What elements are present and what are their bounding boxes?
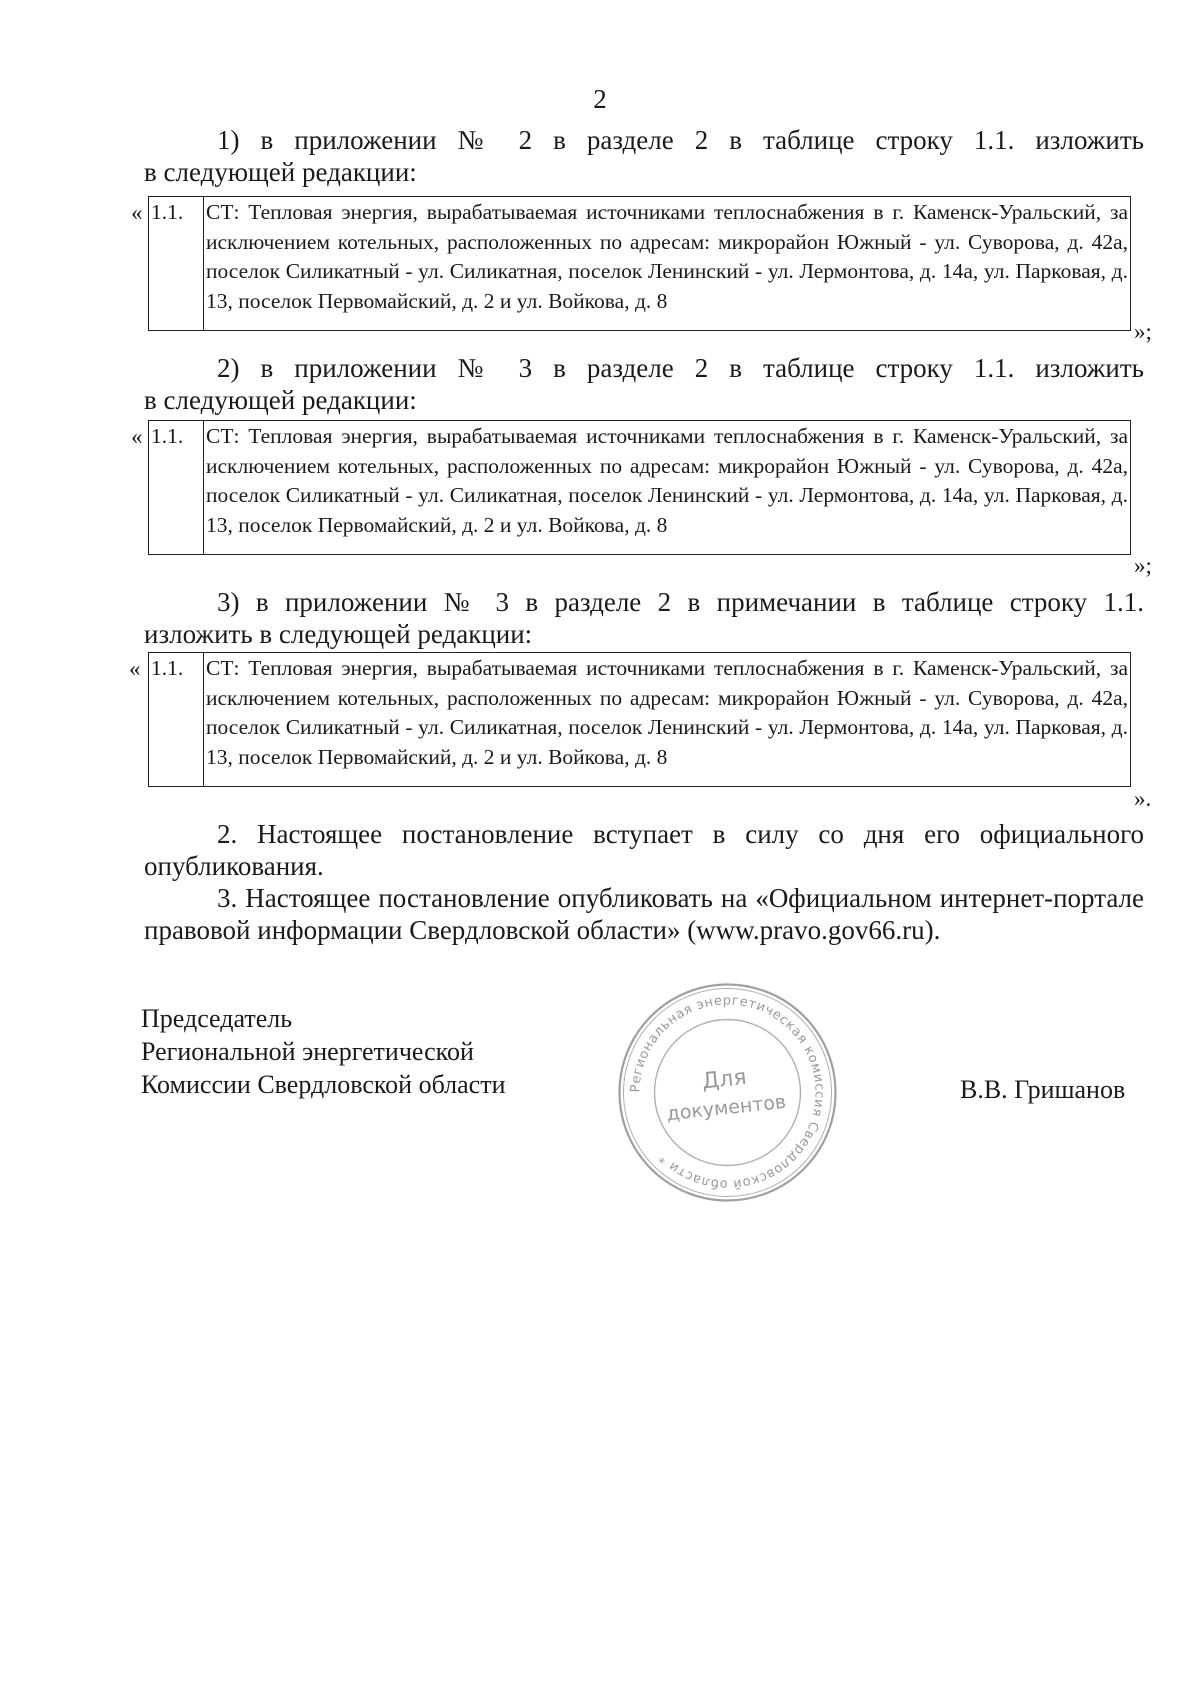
stamp-center-line-2: документов xyxy=(665,1090,788,1126)
stamp-center-line-1: Для xyxy=(700,1064,748,1095)
amendment-1-lead: 1) в приложении № 2 в разделе 2 в таблице строку 1.1. изложить xyxy=(217,125,1144,155)
stamp-ring-text: Региональная энергетическая комиссия Свердловской области * xyxy=(628,993,827,1192)
amendment-2-table xyxy=(148,420,1131,555)
amendment-1-table xyxy=(148,196,1131,331)
amendment-3-close-quote: ». xyxy=(1134,786,1152,811)
table-row xyxy=(149,421,1131,555)
amendment-3-lead: 3) в приложении № 3 в разделе 2 в примечании в таблице строку 1.1. xyxy=(217,587,1144,617)
page-number: 2 xyxy=(593,84,607,114)
amendment-3-tail: изложить в следующей редакции: xyxy=(144,619,533,649)
amendment-2-intro xyxy=(144,352,1144,416)
signatory-name: В.В. Гришанов xyxy=(960,1075,1126,1104)
row-number: 1.1. xyxy=(149,421,204,555)
row-text: СТ: Тепловая энергия, вырабатываемая источниками теплоснабжения в г. Каменск-Уральский, за исключением котельных, расположенных по адресам: микрорайон Южный - ул. Суворова, д. 42а, поселок Силикатный - ул. Силикатная, поселок Ленинский - ул. Лермонтова, д. 14а, ул. Парковая, д. 13, поселок Первомайский, д. 2 и ул. Войкова, д. 8 xyxy=(204,421,1131,555)
table-row xyxy=(149,653,1131,787)
row-text: СТ: Тепловая энергия, вырабатываемая источниками теплоснабжения в г. Каменск-Уральский, за исключением котельных, расположенных по адресам: микрорайон Южный - ул. Суворова, д. 42а, поселок Силикатный - ул. Силикатная, поселок Ленинский - ул. Лермонтова, д. 14а, ул. Парковая, д. 13, поселок Первомайский, д. 2 и ул. Войкова, д. 8 xyxy=(204,653,1131,787)
signatory-position-line-1: Председатель xyxy=(141,1004,293,1033)
amendment-1-open-quote: « xyxy=(131,200,143,225)
signatory-position-line-2: Региональной энергетической xyxy=(141,1037,474,1066)
stamp-outer-ring xyxy=(620,985,836,1201)
amendment-2-open-quote: « xyxy=(131,424,143,449)
clause-2: 2. Настоящее постановление вступает в силу со дня его официального опубликования. xyxy=(144,819,1144,881)
official-stamp xyxy=(615,980,840,1205)
clause-3: 3. Настоящее постановление опубликовать на «Официальном интернет-портале правовой информации Свердловской области» (www.pravo.gov66.ru). xyxy=(144,883,1144,945)
row-text: СТ: Тепловая энергия, вырабатываемая источниками теплоснабжения в г. Каменск-Уральский, за исключением котельных, расположенных по адресам: микрорайон Южный - ул. Суворова, д. 42а, поселок Силикатный - ул. Силикатная, поселок Ленинский - ул. Лермонтова, д. 14а, ул. Парковая, д. 13, поселок Первомайский, д. 2 и ул. Войкова, д. 8 xyxy=(204,197,1131,331)
row-number: 1.1. xyxy=(149,197,204,331)
amendment-1-tail: в следующей редакции: xyxy=(144,157,417,187)
signatory-position-line-3: Комиссии Свердловской области xyxy=(141,1070,506,1099)
amendment-3-intro xyxy=(144,586,1144,650)
row-number: 1.1. xyxy=(149,653,204,787)
amendment-3-open-quote: « xyxy=(129,656,141,681)
amendment-2-lead: 2) в приложении № 3 в разделе 2 в таблице строку 1.1. изложить xyxy=(217,353,1144,383)
amendment-1-intro xyxy=(144,124,1144,188)
amendment-2-tail: в следующей редакции: xyxy=(144,385,417,415)
amendment-3-table xyxy=(148,652,1131,787)
signatory-position xyxy=(141,1002,506,1101)
amendment-2-close-quote: »; xyxy=(1134,553,1152,578)
amendment-1-close-quote: »; xyxy=(1134,319,1152,344)
table-row xyxy=(149,197,1131,331)
